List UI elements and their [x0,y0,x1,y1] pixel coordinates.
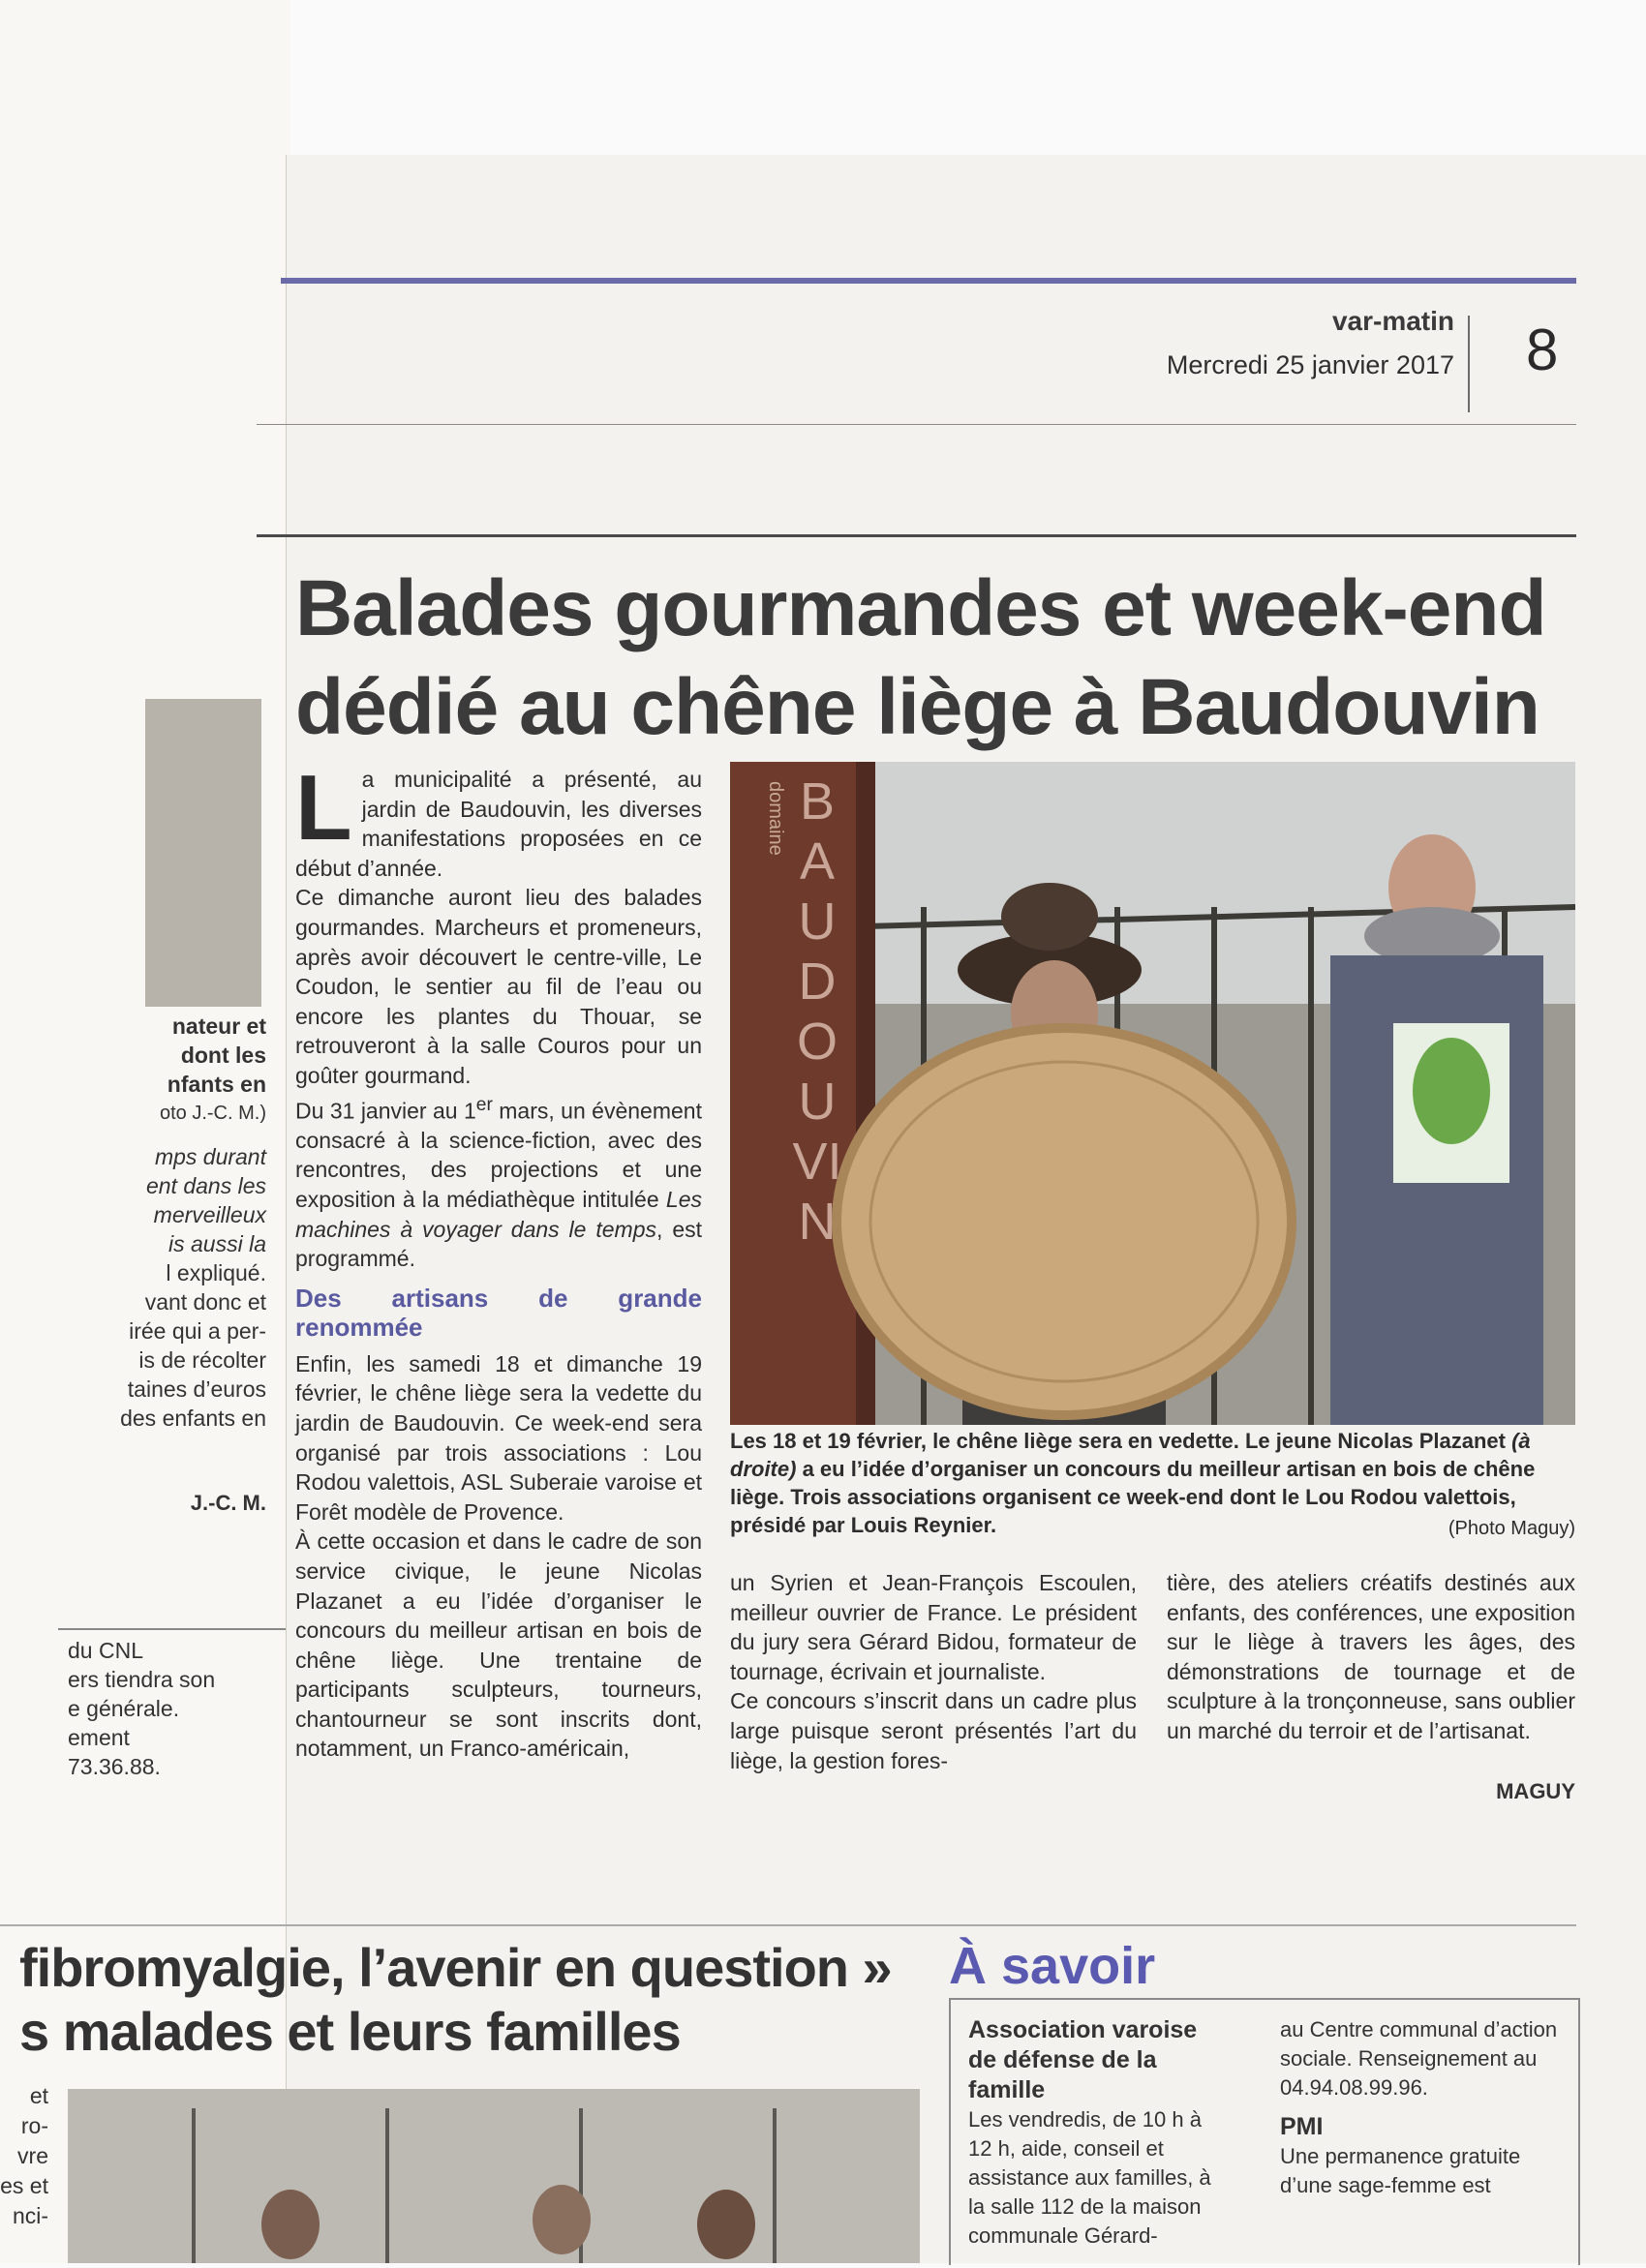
caption-italic: (à droite) [730,1429,1531,1481]
article-author: MAGUY [1496,1779,1575,1803]
paragraph: Ce dimanche auront lieu des balades gourmandes. Marcheurs et promeneurs, après avoir découvert le centre-ville, Le Coudon, le sentier au fil de l’eau ou encore les plantes du Thouar, se retrouveront à la salle Couros pour un goûter gourmand. [295,885,702,1088]
left-caption-line: dont les [180,1043,266,1068]
left-caption-fragment [58,1012,266,1128]
assoc-text: Les vendredis, de 10 h à 12 h, aide, conseil et assistance aux familles, à la salle 112 de la maison communale Gérard- [968,2107,1211,2248]
paragraph: À cette occasion et dans le cadre de son service civique, le jeune Nicolas Plazanet a eu l’idée d’organiser le concours du meilleur artisan en bois de chêne liège. Une trentaine de participants sculpteurs, tourneurs, chantourneur se sont inscrits dont, notamment, un Franco-américain, [295,1528,702,1762]
photo-credit: (Photo Maguy) [1448,1518,1575,1539]
left-text-fragment [39,1142,266,1433]
headline-line: s malades et leurs familles [19,2001,681,2062]
a-savoir-box [949,1998,1580,2265]
exhibition-title: Les machines à voyager dans le temps [295,1186,702,1242]
left-text-line: is aussi la [168,1231,266,1256]
left-text-line: is de récolter [138,1347,266,1373]
bottom-photo-illustration [68,2089,920,2263]
left-photo-fragment [145,699,261,1007]
bottom-rule [0,1924,1576,1926]
paragraph: Enfin, les samedi 18 et dimanche 19 février, le chêne liège sera la vedette du jardin de Baudouvin. Ce week-end sera organisé par trois associations : Lou Rodou valettois, ASL Suberaie varoise et Forêt modèle de Provence. [295,1350,702,1525]
assoc-title: Association varoise de défense de la famille [968,2016,1198,2103]
fragment-line: et [29,2083,48,2108]
assoc-continued: au Centre communal d’action sociale. Renseignement au 04.94.08.99.96. [1280,2017,1558,2100]
text-run: Du 31 janvier au 1 [295,1098,476,1124]
page-number: 8 [1526,318,1559,382]
fragment-line: vre [17,2143,48,2168]
left-author: J.-C. M. [190,1491,266,1515]
left-text-line: irée qui a per- [129,1318,266,1344]
subheading: Des artisans de grande renommée [295,1283,702,1342]
text-run: , est programmé. [295,1216,702,1272]
a-savoir-title: À savoir [949,1937,1156,1995]
paragraph: tière, des ateliers créatifs destinés aux enfants, des conférences, une exposition sur le liège à travers les âges, des démonstrations de tournage et de sculpture à la tronçonneuse, sans oublier un marché du terroir et de l’artisanat. [1167,1570,1575,1743]
photo-illustration [730,762,1575,1425]
left-text-line: ent dans les [145,1173,266,1198]
left-text-line: des enfants en [120,1406,266,1431]
article-headline: Balades gourmandes et week-end dédié au chêne liège à Baudouvin [295,564,1546,751]
article-column-3 [1167,1568,1575,1746]
caption-text: Les 18 et 19 février, le chêne liège sera en vedette. Le jeune Nicolas Plazanet [730,1429,1512,1453]
caption-text: a eu l’idée d’organiser un concours du meilleur artisan en bois de chêne liège. Trois associations organisent ce week-end dont le Lou Rodou valettois, présidé par Louis Reynier. [730,1457,1536,1537]
headline-line: fibromyalgie, l’avenir en question » [19,1937,892,1998]
left-caption-line: nateur et [171,1013,266,1039]
fragment-line: es et [0,2173,48,2198]
left-text-line: l expliqué. [166,1260,266,1285]
paper-name: var-matin [1331,306,1454,336]
left-box-line: du CNL [68,1638,143,1663]
left-caption-line: oto J.-C. M.) [159,1103,266,1124]
pmi-title: PMI [1280,2113,1324,2140]
left-box-line: e générale. [68,1696,180,1721]
left-text-line: taines d’euros [127,1376,266,1402]
sign-small-text: domaine [765,781,786,856]
bottom-left-fragment [0,2081,48,2231]
superscript: er [475,1094,493,1115]
left-text-line: vant donc et [144,1289,266,1315]
header-separator [1468,316,1470,412]
text-run: mars, un évènement consacré à la science-fiction, avec des rencontres, des projections et une exposition à la médiathèque intitulée [295,1098,702,1212]
savoir-column-1 [968,2015,1230,2251]
article-column-2 [730,1568,1137,1775]
issue-date: Mercredi 25 janvier 2017 [1166,350,1454,379]
left-text-line: mps durant [154,1144,266,1169]
left-box-line: 73.36.88. [68,1754,161,1779]
top-rule [281,278,1576,284]
savoir-column-2 [1280,2015,1561,2200]
pmi-text: Une permanence gratuite d’une sage-femme est [1280,2144,1521,2197]
header-rule [257,424,1576,425]
left-caption-line: nfants en [167,1072,266,1097]
fragment-line: nci- [12,2203,48,2228]
paragraph: Ce concours s’inscrit dans un cadre plus large puisque seront présentés l’art du liège, la gestion fores- [730,1688,1137,1773]
left-box-fragment [58,1628,288,1816]
left-text-line: merveilleux [153,1202,266,1227]
paragraph: a municipalité a présenté, au jardin de Baudouvin, les diverses manifestations proposées en ce début d’année. [295,767,702,881]
sign-text: BAUDOUVIN [792,772,842,1251]
paragraph [295,1091,702,1274]
article-rule [257,534,1576,537]
article-photo [730,762,1575,1425]
fragment-line: ro- [20,2113,48,2138]
left-box-line: ement [68,1725,130,1750]
article-column-1 [295,756,702,1764]
left-box-line: ers tiendra son [68,1667,216,1692]
paragraph: un Syrien et Jean-François Escoulen, meilleur ouvrier de France. Le président du jury sera Gérard Bidou, formateur de tournage, écrivain et journaliste. [730,1570,1137,1684]
bottom-headline [19,1936,930,2064]
bottom-photo [68,2089,920,2263]
drop-cap: L [295,756,352,860]
